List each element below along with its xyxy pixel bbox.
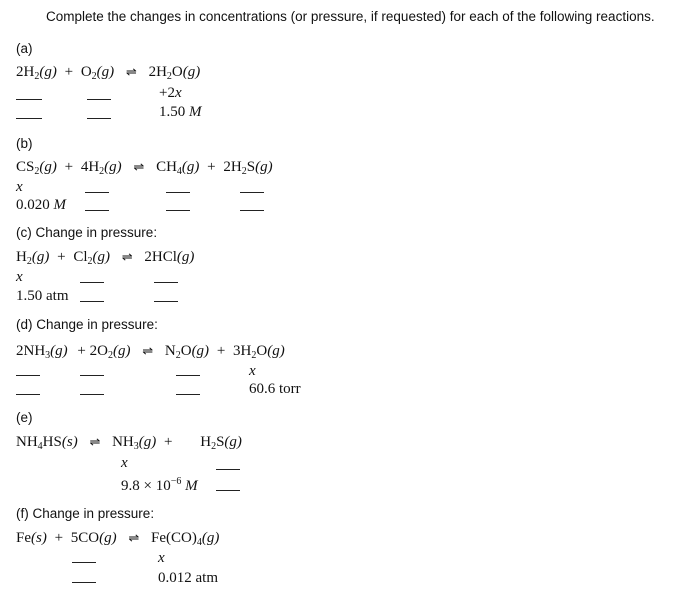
- answer-blank[interactable]: [80, 394, 104, 395]
- answer-blank[interactable]: [216, 469, 240, 470]
- part-d-equation: $2NH_3(g) + 2O_2(g)$ ⇌ $N_2O(g) + 3H_2O(g)$: [16, 343, 285, 361]
- answer-blank[interactable]: [16, 394, 40, 395]
- part-d-pressure: 60.6 torr: [249, 381, 301, 397]
- answer-blank[interactable]: [87, 99, 111, 100]
- part-c-label: (c) Change in pressure:: [16, 225, 158, 240]
- part-d-change-var: x: [249, 363, 256, 379]
- answer-blank[interactable]: [166, 210, 190, 211]
- answer-blank[interactable]: [240, 210, 264, 211]
- answer-blank[interactable]: [166, 192, 190, 193]
- part-b-equation: $CS_2(g) + 4H_2(g)$ ⇌ $CH_4(g) + 2H_2S(g)$: [16, 159, 273, 177]
- answer-blank[interactable]: [216, 490, 240, 491]
- part-b-change-var: x: [16, 179, 23, 195]
- part-b-label: (b): [16, 136, 33, 151]
- answer-blank[interactable]: [87, 118, 111, 119]
- answer-blank[interactable]: [80, 375, 104, 376]
- part-f-change-var: x: [158, 550, 165, 566]
- part-f-pressure: 0.012 atm: [158, 570, 218, 586]
- answer-blank[interactable]: [176, 375, 200, 376]
- part-a-label: (a): [16, 41, 33, 56]
- answer-blank[interactable]: [85, 192, 109, 193]
- answer-blank[interactable]: [72, 582, 96, 583]
- part-a-concentration: 1.50 M: [159, 104, 202, 120]
- part-a-equation: $2H_2(g) + O_2(g)$ ⇌ $2H_2O(g)$: [16, 64, 201, 82]
- answer-blank[interactable]: [154, 282, 178, 283]
- answer-blank[interactable]: [16, 99, 42, 100]
- answer-blank[interactable]: [85, 210, 109, 211]
- answer-blank[interactable]: [80, 282, 104, 283]
- part-e-change-var: x: [121, 455, 128, 471]
- answer-blank[interactable]: [16, 118, 42, 119]
- answer-blank[interactable]: [240, 192, 264, 193]
- part-d-label: (d) Change in pressure:: [16, 317, 158, 332]
- part-f-equation: Fe(s) + 5CO(g) ⇌ $Fe(CO)_4(g)$: [16, 530, 220, 548]
- answer-blank[interactable]: [72, 562, 96, 563]
- part-c-pressure: 1.50 atm: [16, 288, 69, 304]
- part-c-change-var: x: [16, 269, 23, 285]
- answer-blank[interactable]: [80, 301, 104, 302]
- part-e-label: (e): [16, 410, 33, 425]
- part-c-equation: $H_2(g) + Cl_2(g)$ ⇌ 2HCl(g): [16, 249, 195, 267]
- part-e-equation: $NH_4HS(s)$ ⇌ $NH_3(g) + H_2S(g)$: [16, 434, 242, 452]
- part-e-concentration: $9.8 \times 10^{-6}$ M: [121, 476, 198, 494]
- answer-blank[interactable]: [16, 375, 40, 376]
- instruction-text: Complete the changes in concentrations (or pressure, if requested) for each of the following reactions.: [46, 9, 655, 24]
- answer-blank[interactable]: [176, 394, 200, 395]
- part-b-concentration: 0.020 M: [16, 197, 66, 213]
- part-a-change: +2x: [159, 85, 182, 101]
- part-f-label: (f) Change in pressure:: [16, 506, 155, 521]
- answer-blank[interactable]: [154, 301, 178, 302]
